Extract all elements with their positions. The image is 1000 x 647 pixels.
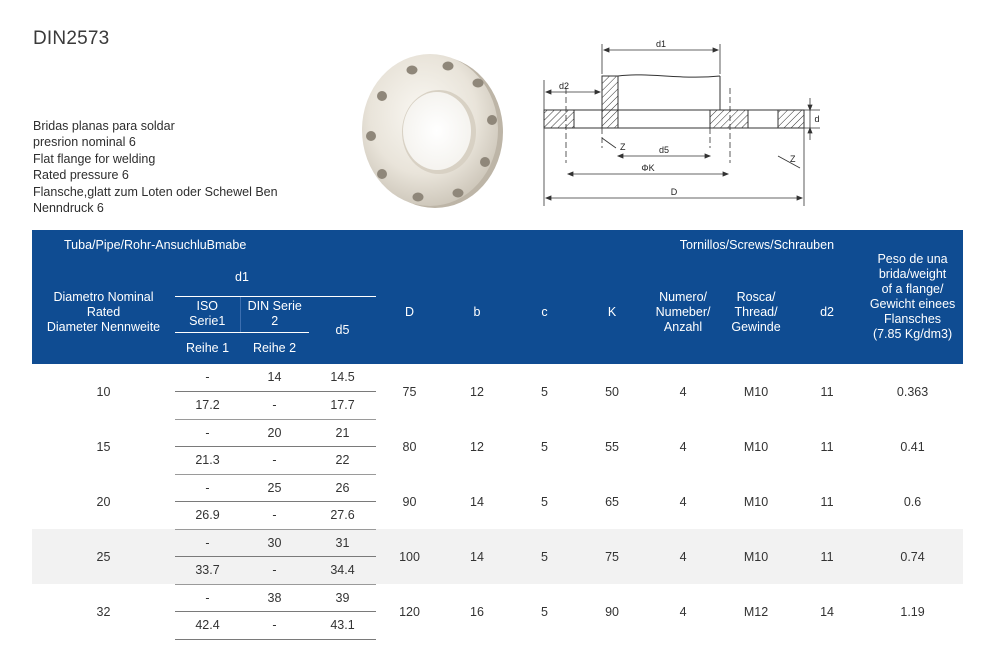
dim-d1-label: d1 [655, 39, 667, 49]
cell-iso: - [175, 364, 240, 391]
cell-num: 4 [646, 529, 720, 584]
cell-din: - [240, 501, 309, 529]
cell-c: 5 [541, 384, 548, 399]
cell-iso: 42.4 [175, 611, 240, 639]
cell-dn: 25 [32, 529, 175, 584]
cell-iso: 21.3 [175, 446, 240, 474]
cell-dn: 32 [96, 604, 111, 619]
cell-d5: 34.4 [309, 556, 376, 584]
page-title: DIN2573 [33, 28, 110, 49]
col-header-D: D [376, 260, 443, 364]
cell-d5: 22 [309, 446, 376, 474]
col-header-reihe1: Reihe 1 [175, 332, 240, 364]
cell-D: 90 [402, 494, 417, 509]
description-line: Rated pressure 6 [33, 168, 129, 183]
header-spacer [309, 260, 376, 296]
cell-d5: 27.6 [309, 501, 376, 529]
cell-din: - [240, 446, 309, 474]
cell-d2: 14 [820, 604, 834, 619]
cell-iso: 17.2 [175, 391, 240, 419]
cell-K: 75 [578, 529, 646, 584]
cell-thread: M10 [743, 494, 769, 509]
description-line: presrion nominal 6 [33, 135, 136, 150]
flange-image [355, 50, 505, 210]
cell-num: 4 [679, 439, 687, 454]
cell-din: 38 [240, 584, 309, 611]
col-header-din: DIN Serie 2 [240, 296, 309, 332]
cell-thread: M10 [720, 529, 792, 584]
col-header-iso: ISO Serie1 [175, 296, 240, 332]
col-header-K: K [578, 260, 646, 364]
cell-weight: 0.6 [903, 494, 922, 509]
cell-iso: 33.7 [175, 556, 240, 584]
cell-din: 30 [240, 529, 309, 556]
col-header-nominal: Diametro Nominal Rated Diameter Nennweite [32, 260, 175, 364]
cell-K: 50 [605, 384, 619, 399]
cell-iso: - [175, 419, 240, 446]
cell-D: 120 [399, 604, 420, 619]
cell-b: 14 [443, 529, 511, 584]
cell-d2: 11 [820, 384, 834, 399]
cell-c: 5 [511, 529, 578, 584]
cell-d5: 14.5 [309, 364, 376, 391]
group-header-screws: Tornillos/Screws/Schrauben [578, 230, 862, 260]
col-header-d2: d2 [792, 260, 862, 364]
cell-D: 75 [402, 384, 417, 399]
col-header-b: b [443, 260, 511, 364]
cell-din: 20 [240, 419, 309, 446]
cell-num: 4 [679, 494, 687, 509]
cell-thread: M12 [743, 604, 769, 619]
cell-num: 4 [679, 604, 687, 619]
dim-z-label: Z [790, 154, 796, 164]
cell-b: 12 [470, 439, 484, 454]
dim-d5-label: d5 [658, 145, 670, 155]
cell-c: 5 [541, 494, 548, 509]
col-header-d5: d5 [309, 296, 376, 364]
cell-thread: M10 [743, 439, 769, 454]
description-line: Flansche,glatt zum Loten oder Schewel Ben [33, 184, 278, 199]
dim-D-label: D [670, 187, 678, 197]
cell-weight: 0.363 [896, 384, 929, 399]
table-row-group [32, 474, 963, 529]
cell-c: 5 [541, 604, 548, 619]
cell-b: 14 [470, 494, 484, 509]
cell-num: 4 [679, 384, 687, 399]
cell-iso: - [175, 474, 240, 501]
cell-d2: 11 [792, 529, 862, 584]
col-header-c: c [511, 260, 578, 364]
cell-weight: 1.19 [900, 604, 925, 619]
cell-din: - [240, 391, 309, 419]
cell-D: 80 [402, 439, 417, 454]
dim-d-label: d [814, 114, 820, 124]
cell-dn: 20 [96, 494, 111, 509]
cell-D: 100 [376, 529, 443, 584]
table-row-group [32, 419, 963, 474]
table-row-group [32, 364, 963, 419]
cell-b: 12 [470, 384, 484, 399]
cell-K: 55 [605, 439, 619, 454]
cell-d5: 31 [309, 529, 376, 556]
table-row-group [32, 584, 963, 639]
cell-d5: 43.1 [309, 611, 376, 639]
table-row-group [32, 529, 963, 584]
specification-table [32, 230, 963, 640]
cell-b: 16 [470, 604, 484, 619]
cell-c: 5 [541, 439, 548, 454]
col-header-rosca: Rosca/ Thread/ Gewinde [720, 260, 792, 364]
cell-d5: 39 [309, 584, 376, 611]
cell-iso: - [175, 529, 240, 556]
cell-K: 90 [605, 604, 619, 619]
cell-din: 14 [240, 364, 309, 391]
cell-din: - [240, 611, 309, 639]
cell-d5: 26 [309, 474, 376, 501]
dim-z-label: Z [620, 142, 626, 152]
dim-d2-label: d2 [558, 81, 570, 91]
col-header-weight: Peso de una brida/weight of a flange/ Gewicht einees Flansches (7.85 Kg/dm3) [862, 230, 963, 364]
col-header-reihe2: Reihe 2 [240, 332, 309, 364]
cell-thread: M10 [743, 384, 769, 399]
cell-dn: 10 [96, 384, 111, 399]
description-line: Bridas planas para soldar [33, 119, 175, 133]
cell-K: 65 [605, 494, 619, 509]
col-header-numero: Numero/ Numeber/ Anzahl [646, 260, 720, 364]
cell-din: - [240, 556, 309, 584]
cell-d2: 11 [820, 439, 834, 454]
cell-weight: 0.74 [862, 529, 963, 584]
cell-d5: 17.7 [309, 391, 376, 419]
description-line: Nenndruck 6 [33, 201, 104, 216]
cell-d2: 11 [820, 494, 834, 509]
cell-dn: 15 [96, 439, 111, 454]
description-line: Flat flange for welding [33, 151, 156, 166]
description-block [33, 118, 278, 216]
group-header-pipe: Tuba/Pipe/Rohr-AnsuchluBmabe [32, 230, 578, 260]
dim-k-label: ΦK [641, 163, 655, 173]
technical-drawing [520, 38, 820, 210]
cell-iso: - [175, 584, 240, 611]
col-header-d1: d1 [175, 260, 309, 296]
cell-din: 25 [240, 474, 309, 501]
cell-d5: 21 [309, 419, 376, 446]
cell-iso: 26.9 [175, 501, 240, 529]
cell-weight: 0.41 [900, 439, 925, 454]
